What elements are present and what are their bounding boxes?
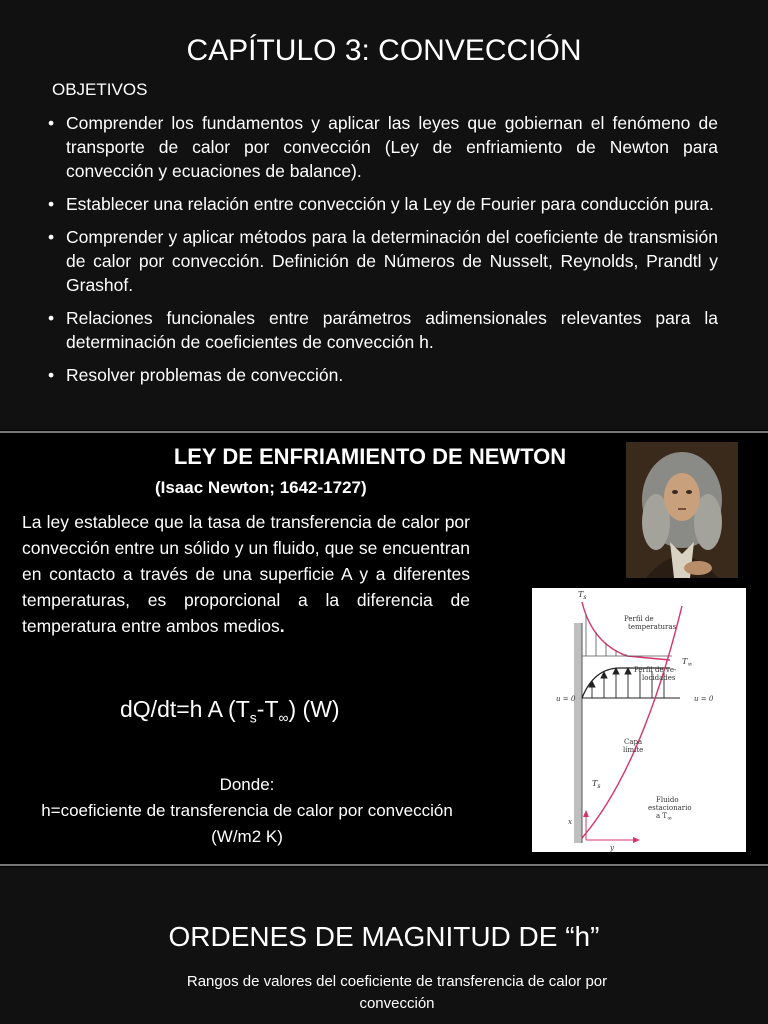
svg-text:Ts: $T_s$	[578, 590, 587, 601]
list-item: • Relaciones funcionales entre parámetros adimensionales relevantes para la determinación de coeficientes de convección h.	[48, 308, 718, 352]
list-item: • Resolver problemas de convección.	[48, 365, 344, 385]
formula-legend	[22, 772, 472, 850]
objectives-list	[48, 111, 718, 396]
y-axis-label: y	[610, 844, 614, 852]
law-description: La ley establece que la tasa de transferencia de calor por convección entre un sólido y un fluido, que se encuentran en contacto a través de una superficie A y a diferentes temperaturas, es proporcional a la diferencia de temperatura entre ambos medios.	[22, 512, 470, 636]
stationary-fluid-label: Fluido estacionario a T∞	[648, 796, 692, 822]
u-zero-left: u = 0	[556, 695, 576, 703]
u-zero-right: u = 0	[694, 695, 714, 703]
newton-portrait	[626, 442, 738, 578]
list-item: • Establecer una relación entre convección y la Ley de Fourier para conducción pura.	[48, 194, 714, 214]
ts-mid-label: $T_s$	[592, 779, 601, 790]
slide-subtitle: (Isaac Newton; 1642-1727)	[155, 478, 367, 497]
velocity-profile-label: Perfil de ve-locidades	[634, 666, 677, 682]
slide-divider	[0, 431, 768, 433]
list-item: • Comprender los fundamentos y aplicar las leyes que gobiernan el fenómeno de transporte de calor por convección (Ley de enfriamiento de Newton para convección y ecuaciones de balance).	[48, 113, 718, 181]
slide-title: CAPÍTULO 3: CONVECCIÓN	[186, 34, 582, 67]
slide-title: ORDENES DE MAGNITUD DE “h”	[168, 921, 600, 952]
boundary-layer-label: Capa límite	[623, 738, 644, 754]
h-definition: h=coeficiente de transferencia de calor por convección (W/m2 K)	[41, 801, 453, 846]
t-inf-label: $T_\infty$	[682, 657, 693, 668]
list-item: • Comprender y aplicar métodos para la determinación del coeficiente de transmisión de calor por convección. Definición de Números de Nusselt, Reynolds, Prandtl y Grashof.	[48, 227, 718, 295]
slide-subtitle: Rangos de valores del coeficiente de transferencia de calor por convección	[186, 973, 608, 1012]
temp-profile-label: Perfil de temperaturas	[624, 615, 677, 631]
boundary-layer-diagram	[532, 588, 746, 852]
slide-newton-law	[0, 434, 768, 864]
newton-formula: dQ/dt=h A $(T_s-T_\infty)$ (W)	[120, 696, 340, 726]
slide-magnitude-h	[0, 867, 768, 1024]
objectives-heading: OBJETIVOS	[52, 80, 148, 99]
x-axis-label: x	[568, 818, 572, 826]
slide-title: LEY DE ENFRIAMIENTO DE NEWTON	[173, 444, 567, 469]
slide-divider	[0, 864, 768, 866]
where-label: Donde:	[219, 775, 275, 794]
slide-objectives	[0, 0, 768, 430]
